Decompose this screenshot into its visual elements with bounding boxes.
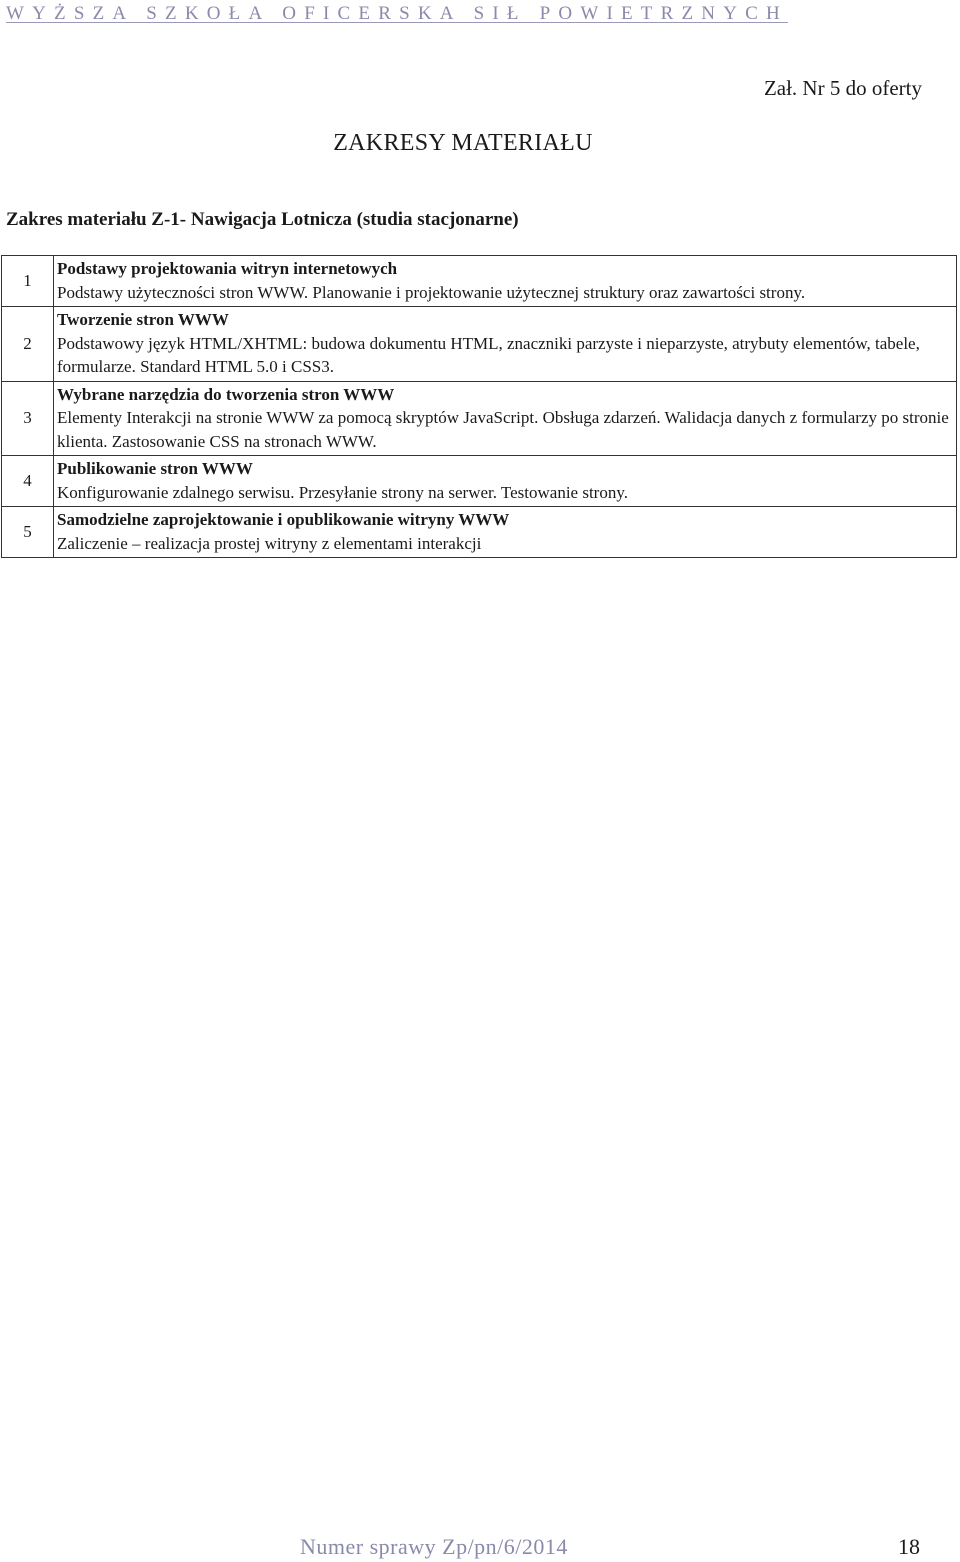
topic-title: Podstawy projektowania witryn internetowych — [57, 259, 398, 278]
topic-number: 3 — [2, 381, 54, 456]
topics-table — [1, 255, 957, 558]
table-row — [2, 307, 957, 382]
topic-title: Publikowanie stron WWW — [57, 459, 253, 478]
table-row — [2, 256, 957, 307]
topic-title: Wybrane narzędzia do tworzenia stron WWW — [57, 384, 395, 404]
topic-content — [54, 307, 957, 382]
topic-title: Samodzielne zaprojektowanie i opublikowanie witryny WWW — [57, 510, 510, 529]
topic-number: 1 — [2, 256, 54, 307]
topic-description: Podstawy użyteczności stron WWW. Planowanie i projektowanie użytecznej struktury oraz zawartości strony. — [57, 282, 806, 302]
topic-content — [54, 381, 957, 456]
topic-content — [54, 507, 957, 558]
topic-description: Podstawowy język HTML/XHTML: budowa dokumentu HTML, znaczniki parzyste i nieparzyste, atrybuty elementów, tabele, formularze. Standard HTML 5.0 i CSS3. — [57, 333, 920, 376]
table-row — [2, 507, 957, 558]
table-row — [2, 381, 957, 456]
topic-content — [54, 456, 957, 507]
topic-description: Konfigurowanie zdalnego serwisu. Przesyłanie strony na serwer. Testowanie strony. — [57, 482, 628, 502]
table-row — [2, 456, 957, 507]
topic-number: 5 — [2, 507, 54, 558]
page-number: 18 — [898, 1534, 920, 1559]
section-heading: Zakres materiału Z-1- Nawigacja Lotnicza (studia stacjonarne) — [6, 209, 519, 230]
institution-header: WYŻSZA SZKOŁA OFICERSKA SIŁ POWIETRZNYCH — [6, 3, 788, 24]
topic-description: Elementy Interakcji na stronie WWW za pomocą skryptów JavaScript. Obsługa zdarzeń. Walidacja danych z formularzy po stronie klienta. Zastosowanie CSS na stronach WWW. — [57, 408, 949, 451]
document-title: ZAKRESY MATERIAŁU — [333, 130, 593, 156]
topic-number: 4 — [2, 456, 54, 507]
topic-title: Tworzenie stron WWW — [57, 310, 229, 329]
topic-number: 2 — [2, 307, 54, 382]
topic-content — [54, 256, 957, 307]
topic-description: Zaliczenie – realizacja prostej witryny z elementami interakcji — [57, 533, 482, 553]
case-number: Numer sprawy Zp/pn/6/2014 — [300, 1534, 568, 1559]
attachment-note: Zał. Nr 5 do oferty — [763, 76, 922, 100]
